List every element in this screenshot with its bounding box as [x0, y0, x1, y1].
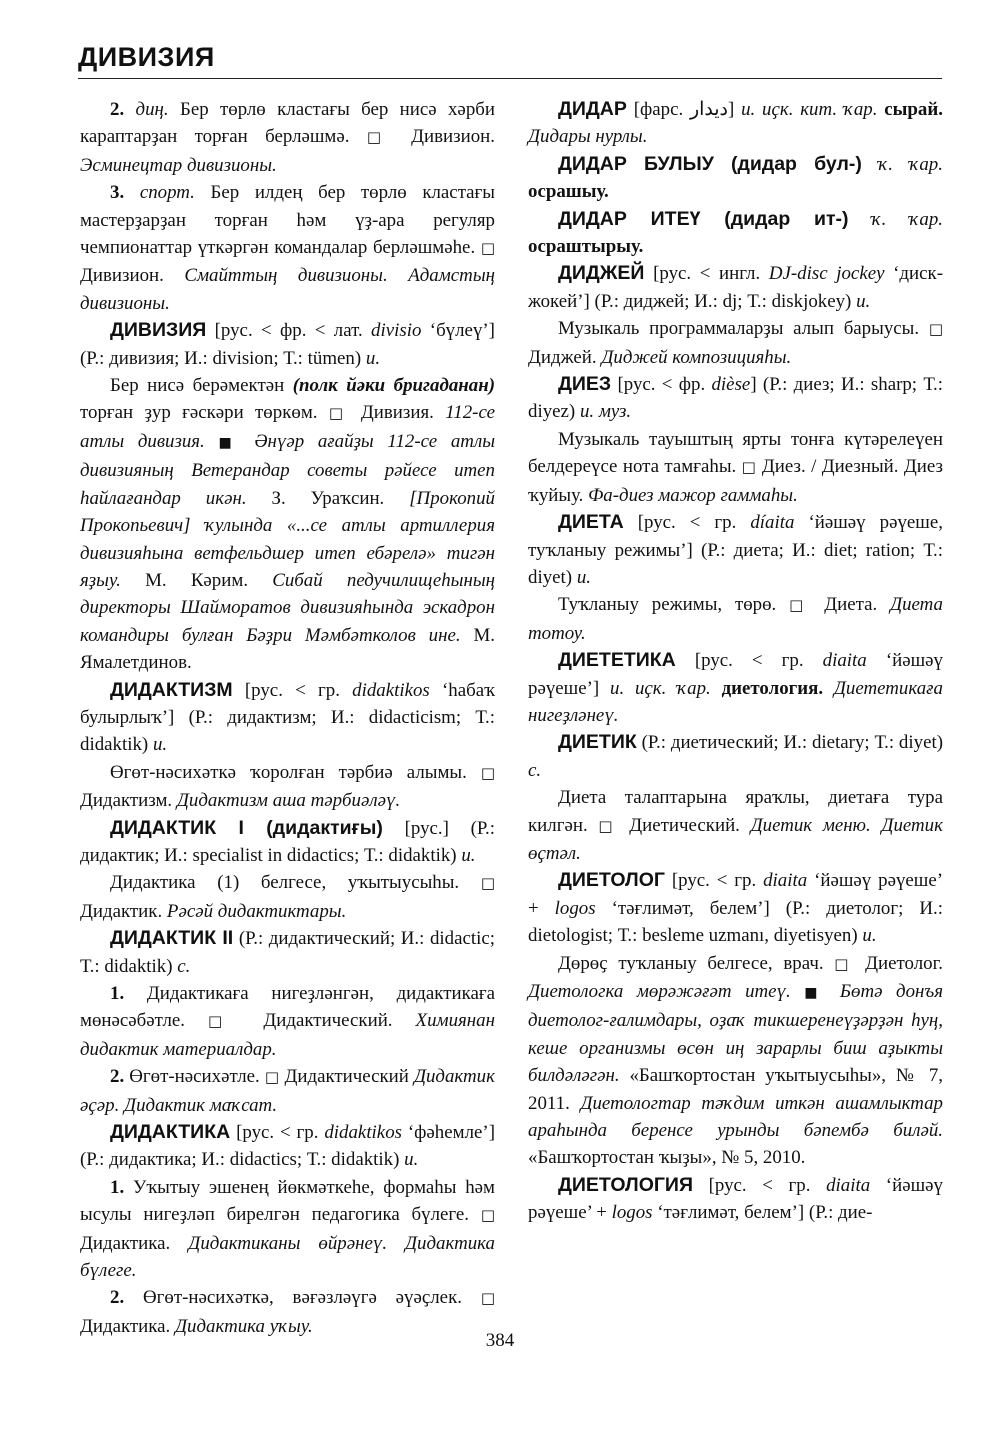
- square-icon: □: [480, 1289, 495, 1308]
- entry-heading: ДИЕТЕТИКА [рус. < гр. diaita ‘йәшәү рәүеше’] и. иҫк. ҡар. диетология. Диететикаға нигеҙләнеү.: [528, 649, 943, 726]
- entry-heading: ДИЕЗ [рус. < фр. dièse] (Р.: диез; И.: sharp; Т.: diyez) и. муз.: [528, 373, 943, 423]
- entry-heading: ДИДАКТИК I (дидактиғы) [рус.] (Р.: дидактик; И.: specialist in didactics; Т.: didaktik) и.: [80, 816, 495, 866]
- header-rule: [78, 78, 942, 79]
- entry-heading: ДИЕТОЛОГ [рус. < гр. diaita ‘йәшәү рәүеше’ + logos ‘тәғлимәт, белем’] (Р.: диетолог; И.: dietologist; Т.: besleme uzmanı, diyetisyen) и.: [528, 869, 943, 947]
- running-head: ДИВИЗИЯ: [78, 42, 215, 72]
- entry-heading: ДИЕТОЛОГИЯ [рус. < гр. diaita ‘йәшәү рәүеше’ + logos ‘тәғлимәт, белем’] (Р.: дие-: [528, 1173, 943, 1224]
- definition-paragraph: Туҡланыу режимы, төрө. □ Диета. Диета тотоу.: [528, 594, 943, 644]
- black-square-icon: ■: [218, 434, 241, 451]
- definition-paragraph: Өгөт-нәсихәткә ҡоролған тәрбиә алымы. □ Дидактизм. Дидактизм аша тәрбиәләү.: [80, 761, 495, 812]
- definition-paragraph: Дөрөҫ туҡланыу белгесе, врач. □ Диетолог. Диетологка мөрәжәғәт итеү. ■ Бөтә донъя диетолог-ғалимдары, оҙаҡ тикшеренеүҙәрҙән һуң, кеше организмы өсөн иң зарарлы биш аҙыкты билдәләгән. «Башҡортостан уҡытыусыһы», № 7, 2011. Диетологтар тәҡдим иткән ашамлыктар араһында беренсе урынды бәпембә биләй. «Башҡортостан ҡыҙы», № 5, 2010.: [528, 952, 943, 1169]
- square-icon: □: [328, 404, 350, 423]
- square-icon: □: [366, 128, 394, 147]
- square-icon: □: [480, 874, 495, 893]
- entry-heading: ДИЕТА [рус. < гр. díaita ‘йәшәү рәүеше, туҡланыу режимы’] (Р.: диета; И.: diet; ration; Т.: diyet) и.: [528, 511, 943, 588]
- entry-heading: ДИДАКТИЗМ [рус. < гр. didaktikos ‘һабаҡ булырлыҡ’] (Р.: дидактизм; И.: didacticism; Т.: didaktik) и.: [80, 678, 495, 756]
- definition-paragraph: Диета талаптарына яраҡлы, диетаға тура килгән. □ Диетический. Диетик меню. Диетик өҫтәл.: [528, 787, 943, 864]
- square-icon: □: [789, 596, 812, 615]
- definition-paragraph: Дидактика (1) белгесе, уҡытыусыһы. □ Дидактик. Рәсәй дидактиктары.: [80, 872, 495, 922]
- square-icon: □: [834, 954, 855, 973]
- definition-paragraph: Музыкаль программаларҙы алып барыусы. □ Диджей. Диджей композицияһы.: [528, 318, 943, 368]
- entry-heading: ДИДАКТИК II (Р.: дидактический; И.: didactic; Т.: didaktik) с.: [80, 927, 496, 977]
- sense-paragraph: 1. Уҡытыу эшенең йөкмәткеһе, формаһы һәм ысулы нигеҙләп бирелгән педагогика бүлеге. □ Дидактика. Дидактиканы өйрәнеү. Дидактика бүлеге.: [80, 1176, 495, 1282]
- sense-paragraph: 3. спорт. Бер илдең бер төрлө кластағы мастерҙарҙан торған һәм үҙ-ара регуляр чемпионаттар үткәргән командалар берләшмәһе. □ Дивизион. Смайттың дивизионы. Адамстың дивизионы.: [80, 182, 496, 314]
- entry-heading: ДИЕТИК (Р.: диетический; И.: dietary; Т.: diyet) с.: [528, 731, 943, 781]
- page-number: 384: [485, 1330, 515, 1351]
- black-square-icon: ■: [804, 985, 827, 1001]
- square-icon: □: [480, 763, 495, 782]
- square-icon: □: [480, 239, 495, 258]
- sense-paragraph: 2. диң. Бер төрлө кластағы бер нисә хәрби караптарҙан торған берләшмә. □ Дивизион. Эсминецтар дивизионы.: [80, 99, 495, 176]
- entry-heading: ДИДАР БУЛЫУ (дидар бул-) ҡ. ҡар. осрашыу.: [528, 152, 943, 203]
- sense-paragraph: 1. Дидактикаға нигеҙләнгән, дидактикаға мөнәсәбәтле. □ Дидактический. Химиянан дидактик материалдар.: [80, 983, 495, 1060]
- entry-heading: ДИДЖЕЙ [рус. < ингл. DJ-disc jockey ‘диск-жокей’] (Р.: диджей; И.: dj; Т.: diskjokey) и.: [528, 262, 943, 312]
- left-column: [80, 96, 495, 1340]
- entry-heading: ДИВИЗИЯ [рус. < фр. < лат. divisio ‘бүлеү’] (Р.: дивизия; И.: division; Т.: tümen) и.: [80, 319, 495, 369]
- definition-paragraph: Музыкаль тауыштың ярты тонға күтәрелеүен белдереүсе нота тамғаһы. □ Диез. / Диезный. Диез ҡуйыу. Фа-диез мажор гаммаһы.: [528, 428, 943, 506]
- entry-heading: ДИДАР [фарс. دیدار] и. иҫк. кит. ҡар. сырай. Дидары нурлы.: [528, 98, 943, 148]
- square-icon: □: [928, 320, 943, 339]
- definition-paragraph: Бер нисә берәмектән (полк йәки бригаданан) торған ҙур ғәскәри төркөм. □ Дивизия. 112-се атлы дивизия. ■ Әнүәр ағайҙы 112-се атлы дивизияның Ветерандар советы рәйесе итеп һайлағандар икән. З. Ураҡсин. [Прокопий Прокопьевич] ҡулында «...се атлы артиллерия дивизияһына ветфельдшер итеп ебәрелә» тигән яҙыу. М. Кәрим. Сибай педучилищеһының директоры Шайморатов дивизияһында эскадрон командиры булған Бәҙри Мәмбәтколов ине. М. Ямалетдинов.: [80, 375, 495, 674]
- square-icon: □: [598, 816, 619, 835]
- square-icon: □: [741, 458, 757, 477]
- sense-paragraph: 2. Өгөт-нәсихәтле. □ Дидактический Дидактик әҫәр. Дидактик маҡсат.: [80, 1066, 495, 1116]
- square-icon: □: [480, 1206, 495, 1225]
- sense-paragraph: 2. Өгөт-нәсихәткә, вәғәзләүгә әүәҫлек. □ Дидактика. Дидактика уҡыу.: [80, 1287, 495, 1337]
- square-icon: □: [264, 1068, 280, 1087]
- square-icon: □: [207, 1012, 241, 1031]
- entry-heading: ДИДАР ИТЕҮ (дидар ит-) ҡ. ҡар. осраштырыу.: [528, 207, 943, 258]
- entry-heading: ДИДАКТИКА [рус. < гр. didaktikos ‘фәһемле’] (Р.: дидактика; И.: didactics; Т.: didaktik) и.: [80, 1121, 495, 1171]
- right-column: [528, 96, 943, 1227]
